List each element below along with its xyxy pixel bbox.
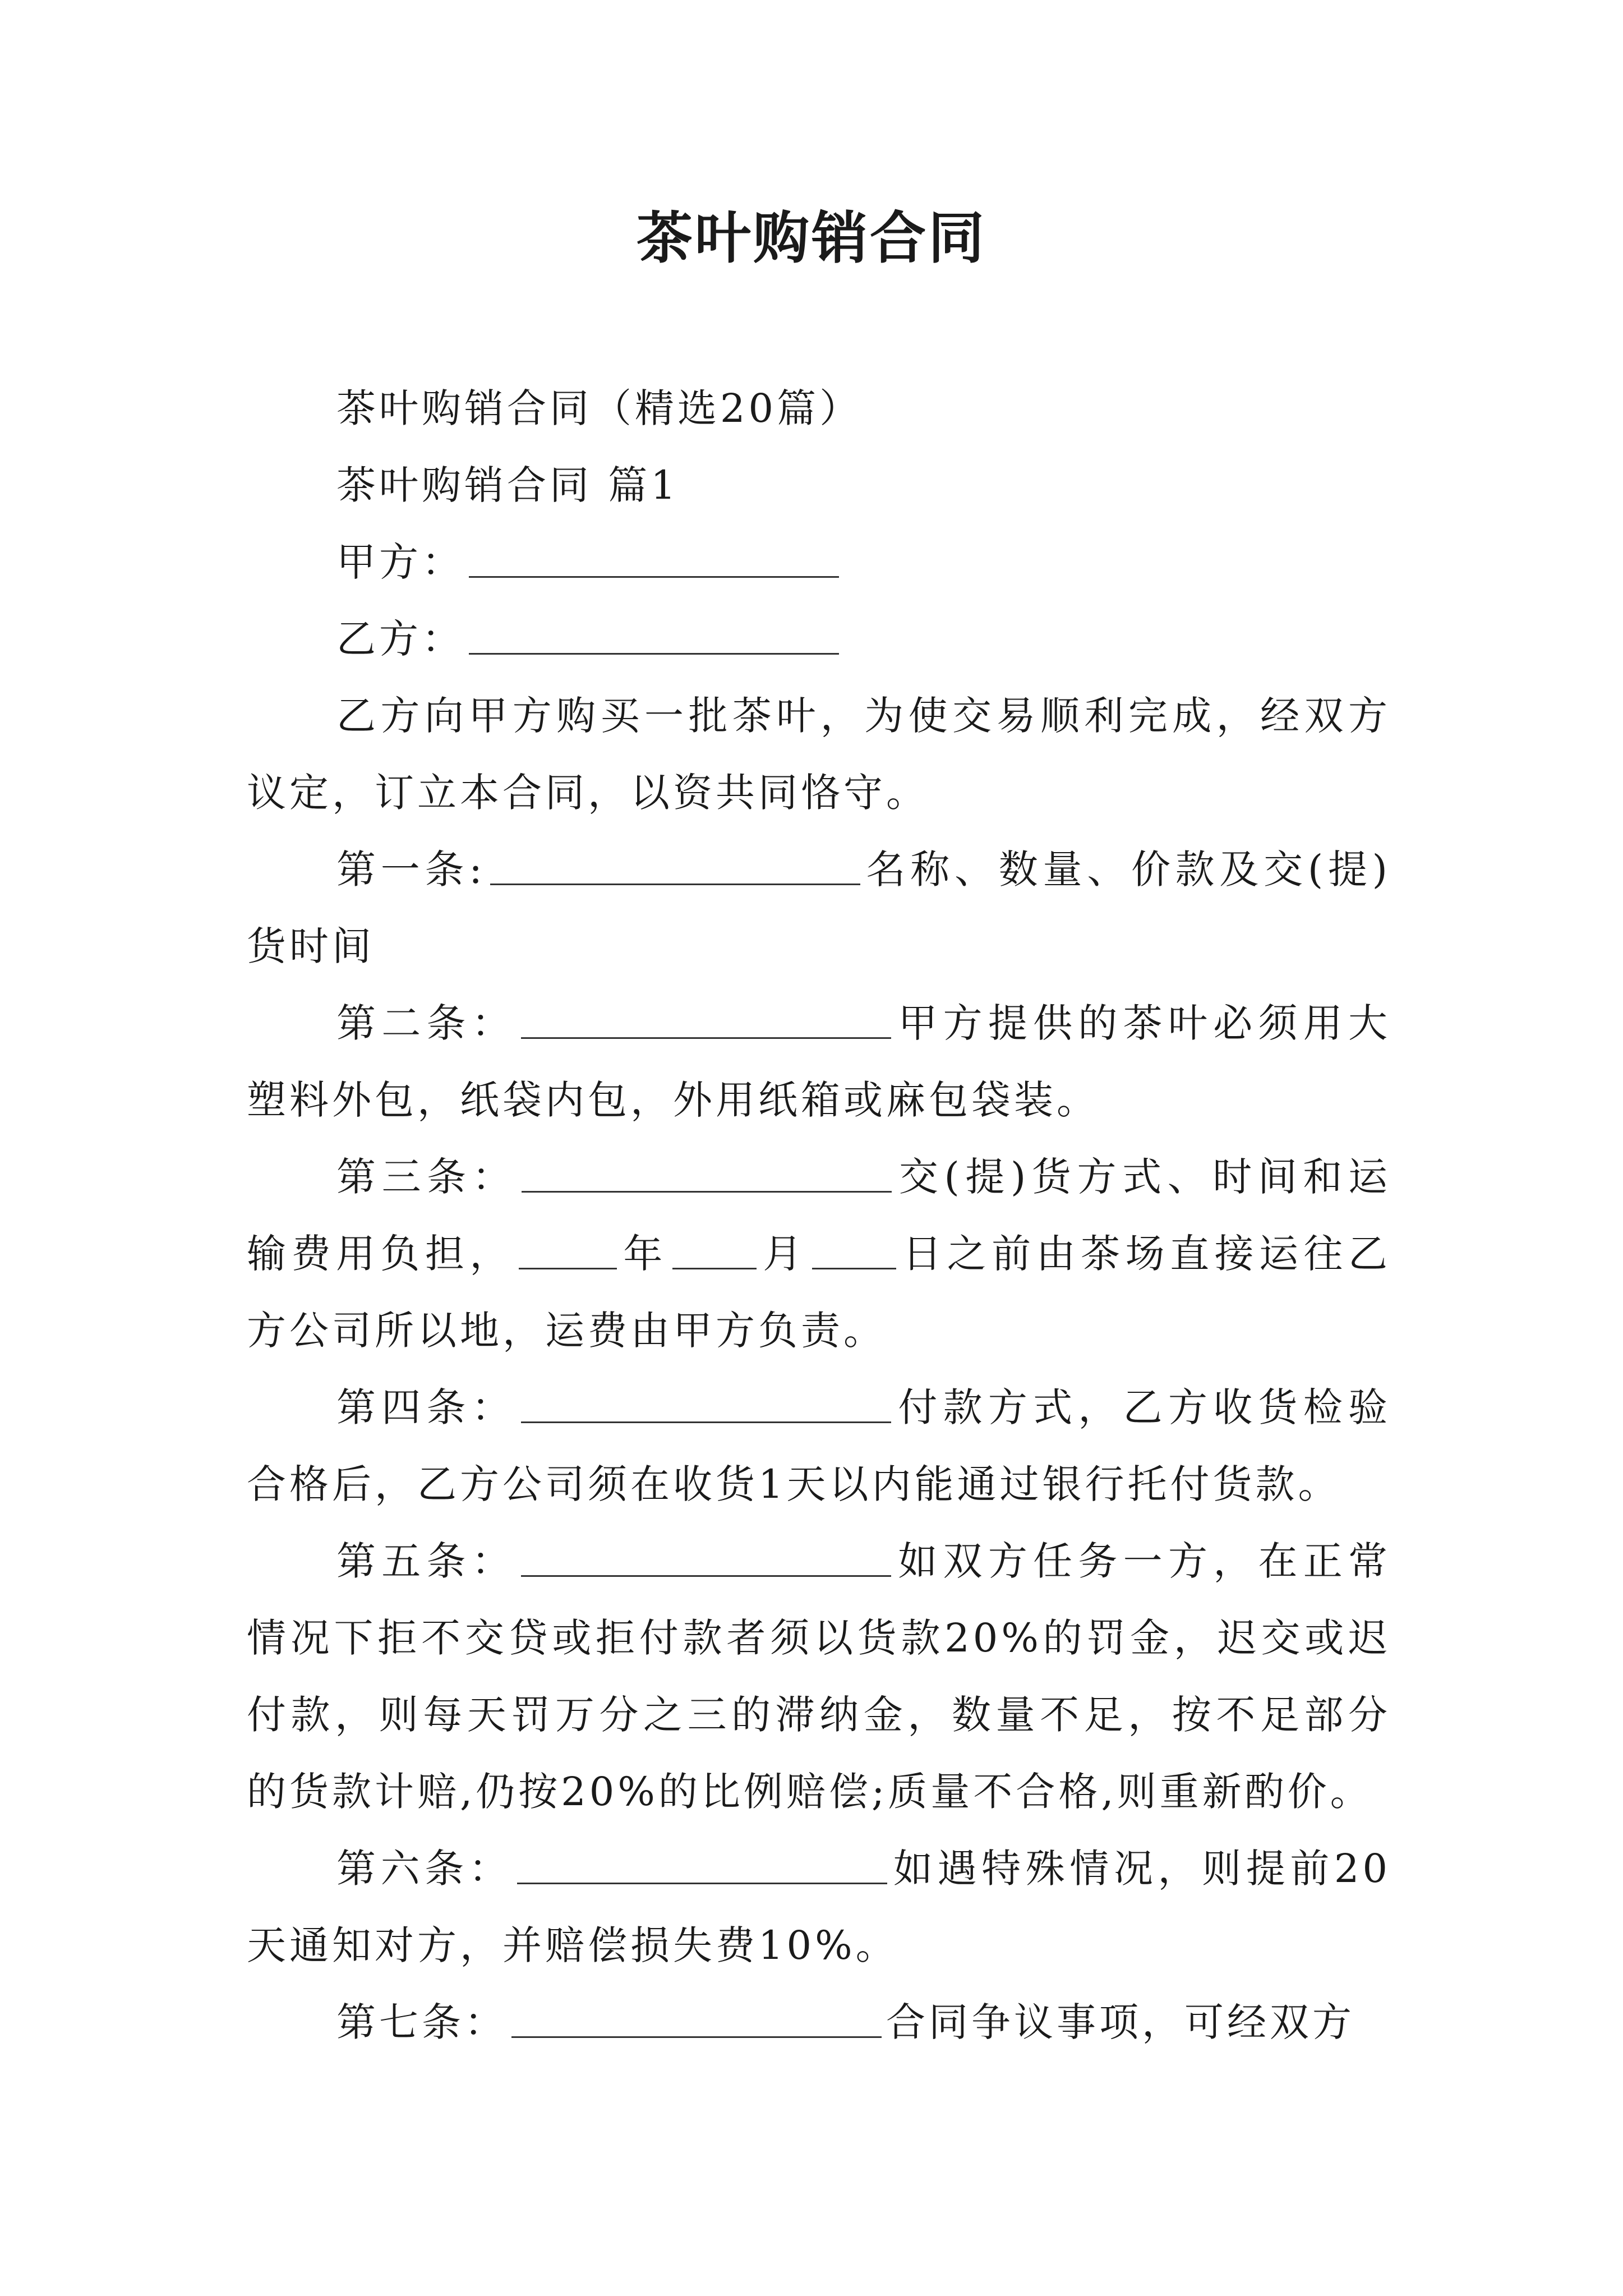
article-1-label: 第一条: <box>336 846 486 892</box>
intro-paragraph: 乙方向甲方购买一批茶叶，为使交易顺利完成，经双方议定，订立本合同，以资共同恪守。 <box>247 693 1391 816</box>
subtitle: 茶叶购销合同（精选20篇） <box>336 385 863 431</box>
article-5-label: 第五条： <box>336 1538 517 1584</box>
article-6 <box>247 1830 1391 1984</box>
article-1-text: 名称、数量、价款及交(提)货时间 <box>247 846 1391 969</box>
article-2 <box>247 985 1391 1139</box>
day-blank <box>812 1233 896 1269</box>
article-1 <box>247 831 1391 985</box>
article-6-text: 如遇特殊情况，则提前20天通知对方，并赔偿损失费10%。 <box>247 1846 1391 1968</box>
article-4-text: 付款方式，乙方收货检验合格后，乙方公司须在收货1天以内能通过银行托付货款。 <box>247 1384 1391 1507</box>
article-6-blank <box>517 1848 887 1884</box>
party-b-line <box>247 601 1391 678</box>
article-2-blank <box>521 1002 891 1039</box>
article-2-label: 第二条： <box>336 1000 517 1046</box>
month-label: 月 <box>760 1231 808 1277</box>
article-1-blank <box>490 849 860 885</box>
article-3-text-a: 交(提)货方式、时间和运输费用负担， <box>247 1154 1391 1277</box>
article-6-label: 第六条： <box>336 1846 513 1892</box>
article-2-text: 甲方提供的茶叶必须用大塑料外包，纸袋内包，外用纸箱或麻包袋装。 <box>247 1000 1391 1123</box>
article-4-label: 第四条： <box>336 1384 517 1430</box>
article-4 <box>247 1369 1391 1523</box>
year-blank <box>519 1233 617 1269</box>
article-5-text: 如双方任务一方，在正常情况下拒不交贷或拒付款者须以货款20%的罚金，迟交或迟付款，则每天罚万分之三的滞纳金，数量不足，按不足部分的货款计赔,仍按20%的比例赔偿;质量不合格,则重新酌价。 <box>247 1538 1391 1815</box>
article-5-blank <box>521 1540 891 1577</box>
document-body <box>247 370 1391 2061</box>
article-7-label: 第七条： <box>336 1999 507 2045</box>
article-3 <box>247 1139 1391 1369</box>
month-blank <box>672 1233 757 1269</box>
article-7 <box>247 1984 1391 2061</box>
article-7-blank <box>511 2001 882 2038</box>
section-heading: 茶叶购销合同 篇1 <box>336 462 679 508</box>
party-a-label: 甲方： <box>336 539 464 585</box>
article-7-text: 合同争议事项，可经双方 <box>886 1999 1355 2045</box>
document-title: 茶叶购销合同 <box>637 205 986 271</box>
article-5 <box>247 1523 1391 1830</box>
party-a-line <box>247 524 1391 601</box>
article-3-blank <box>522 1156 892 1193</box>
year-label: 年 <box>621 1231 668 1277</box>
article-3-text-b: 日之前由茶场直接运往乙方公司所以地，运费由甲方负责。 <box>247 1231 1391 1354</box>
article-3-label: 第三条： <box>336 1154 518 1200</box>
party-a-blank <box>469 541 839 578</box>
article-4-blank <box>521 1387 891 1423</box>
party-b-blank <box>469 618 839 655</box>
party-b-label: 乙方： <box>336 616 464 662</box>
